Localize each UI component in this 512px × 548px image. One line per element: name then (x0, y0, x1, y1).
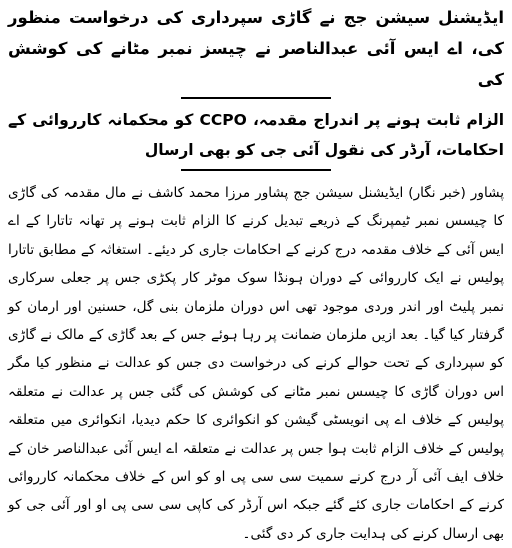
headline-divider (181, 97, 331, 99)
article-body: پشاور (خبر نگار) ایڈیشنل سیشن جج پشاور مرزا محمد کاشف نے مال مقدمہ کی گاڑی کا چیسس نمبر ٹیمپرنگ کے ذریعے تبدیل کرنے کا الزام ثابت ہونے پر تھانہ تاتارا کے اے ایس آئی کے خلاف مقدمہ درج کرنے کے احکامات جاری کر دیئے۔ استغاثہ کے مطابق تاتارا پولیس نے ایک کارروائی کے دوران ہونڈا سوک موٹر کار پکڑی جس پر جعلی سرکاری نمبر پلیٹ اور اندر وردی موجود تھی اس دوران ملزمان بنی گل، حسنین اور ارمان کو گرفتار کیا گیا۔ بعد ازیں ملزمان ضمانت پر رہا ہوئے جس کے بعد گاڑی کے مالک نے گاڑی کو سپرداری کے تحت حوالے کرنے کی درخواست دی جس کو عدالت نے منظور کیا مگر اس دوران گاڑی کا چیسس نمبر مٹانے کی کوشش کی گئی جس پر عدالت نے متعلقہ پولیس کے خلاف اے پی انویسٹی گیشن کو انکوائری کا حکم دیدیا، انکوائری میں متعلقہ پولیس کے خلاف الزام ثابت ہوا جس پر عدالت نے متعلقہ اے ایس آئی عبدالناصر خان کے خلاف ایف آئی آر درج کرنے سمیت سی سی پی او کو اس کے خلاف محکمانہ کارروائی کرنے کے احکامات جاری کئے گئے جبکہ اس آرڈر کی کاپی سی سی پی او اور آئی جی کو بھی ارسال کرنے کی ہدایت جاری کر دی گئی۔ (8, 185, 504, 542)
article-headline: ایڈیشنل سیشن جج نے گاڑی سپرداری کی درخواست منظور کی، اے ایس آئی عبدالناصر نے چیسز نمبر مٹانے کی کوشش کی (8, 8, 504, 89)
article-subheadline: الزام ثابت ہونے پر اندراج مقدمہ، CCPO کو محکمانہ کارروائی کے احکامات، آرڈر کی نقول آئی جی کو بھی ارسال (8, 111, 505, 159)
subheadline-divider (181, 169, 331, 171)
